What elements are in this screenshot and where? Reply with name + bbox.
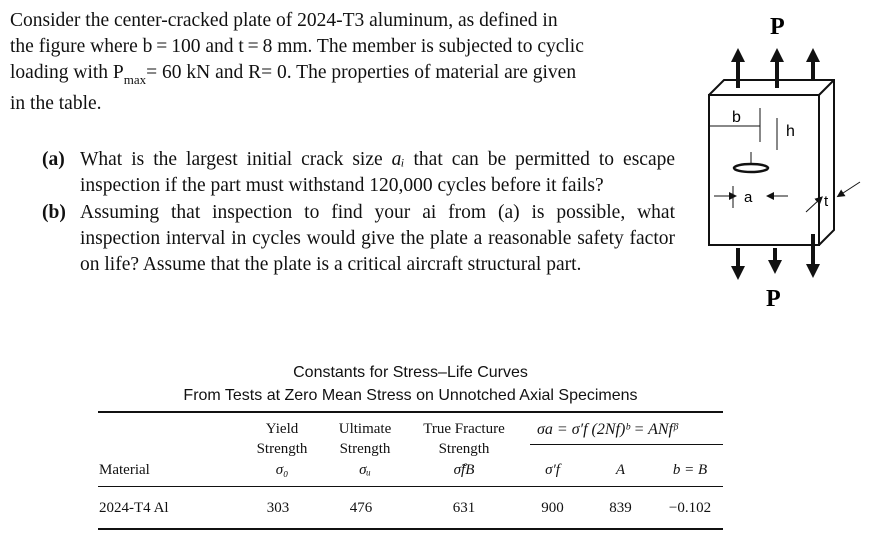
b-value: −0.102: [668, 500, 712, 516]
A-symbol: A: [615, 462, 626, 478]
part-a-text-1: What is the largest initial crack size: [80, 149, 392, 170]
part-a-text: [80, 147, 675, 199]
stress-life-equation: σa = σ′f (2Nf)ᵇ = ANfᵝ: [537, 421, 678, 438]
plate-figure: [700, 0, 891, 320]
part-a-text-2: that can be permitted to escape inspection if the part must withstand 120,000 cycles before it fails?: [80, 149, 676, 196]
part-b-text: Assuming that inspection to find your ai from (a) is possible, what inspection interval in cycles would give the plate a reasonable safety factor on life? Assume that the plate is a critical aircraft structural part.: [80, 202, 675, 275]
material-value: 2024-T4 Al: [99, 500, 169, 516]
true-fracture-symbol: σ̃fB: [453, 462, 475, 478]
bottom-load-arrows: [731, 234, 820, 280]
problem-line-1: Consider the center-cracked plate of 2024-T3 aluminum, as defined in: [10, 10, 558, 31]
table-top-rule: [98, 411, 723, 413]
problem-line-3: [10, 60, 675, 87]
table-title-1: Constants for Stress–Life Curves: [293, 364, 528, 381]
ultimate-symbol: σᵤ: [359, 462, 371, 478]
true-fracture-value: 631: [452, 500, 476, 516]
part-a-label: (a): [42, 149, 65, 170]
thickness-label: t: [824, 193, 829, 210]
table-title-2: From Tests at Zero Mean Stress on Unnotched Axial Specimens: [183, 387, 638, 404]
material-header: Material: [99, 462, 150, 478]
plate-block: [709, 80, 834, 245]
part-a-variable: aᵢ: [391, 149, 405, 170]
problem-line-2: the figure where b = 100 and t = 8 mm. The member is subjected to cyclic: [10, 36, 584, 57]
table-bottom-rule: [98, 528, 723, 530]
top-load-label: P: [770, 14, 785, 40]
sigma-f-value: 900: [541, 500, 564, 516]
height-label: h: [786, 123, 795, 140]
crack-label: a: [744, 189, 753, 206]
problem-line-4: in the table.: [10, 93, 102, 114]
width-label: b: [732, 109, 741, 126]
A-value: 839: [609, 500, 632, 516]
problem-statement: [10, 8, 675, 117]
problem-line-3b: = 60 kN and R= 0. The properties of material are given: [146, 62, 577, 83]
top-load-arrows: [731, 48, 820, 88]
sigma-f-symbol: σ′f: [545, 462, 560, 478]
ultimate-header-1: Ultimate: [338, 421, 392, 437]
part-b-label: (b): [42, 202, 66, 223]
ultimate-value: 476: [349, 500, 373, 516]
problem-line-3a: loading with P: [10, 62, 124, 83]
true-fracture-header-1: True Fracture: [423, 421, 505, 437]
pmax-subscript: max: [123, 72, 147, 87]
yield-header-2: Strength: [256, 441, 308, 457]
yield-symbol: σ₀: [275, 462, 289, 478]
part-b: [42, 200, 675, 278]
question-parts: [42, 147, 675, 279]
yield-value: 303: [266, 500, 290, 516]
ultimate-header-2: Strength: [339, 441, 391, 457]
part-a: [42, 147, 675, 199]
true-fracture-header-2: Strength: [438, 441, 490, 457]
crack: [734, 164, 768, 172]
yield-header-1: Yield: [265, 421, 299, 437]
equation-underline: [530, 444, 723, 445]
bottom-load-label: P: [766, 286, 781, 312]
b-symbol: b = B: [672, 462, 708, 478]
table-header-rule: [98, 486, 723, 487]
